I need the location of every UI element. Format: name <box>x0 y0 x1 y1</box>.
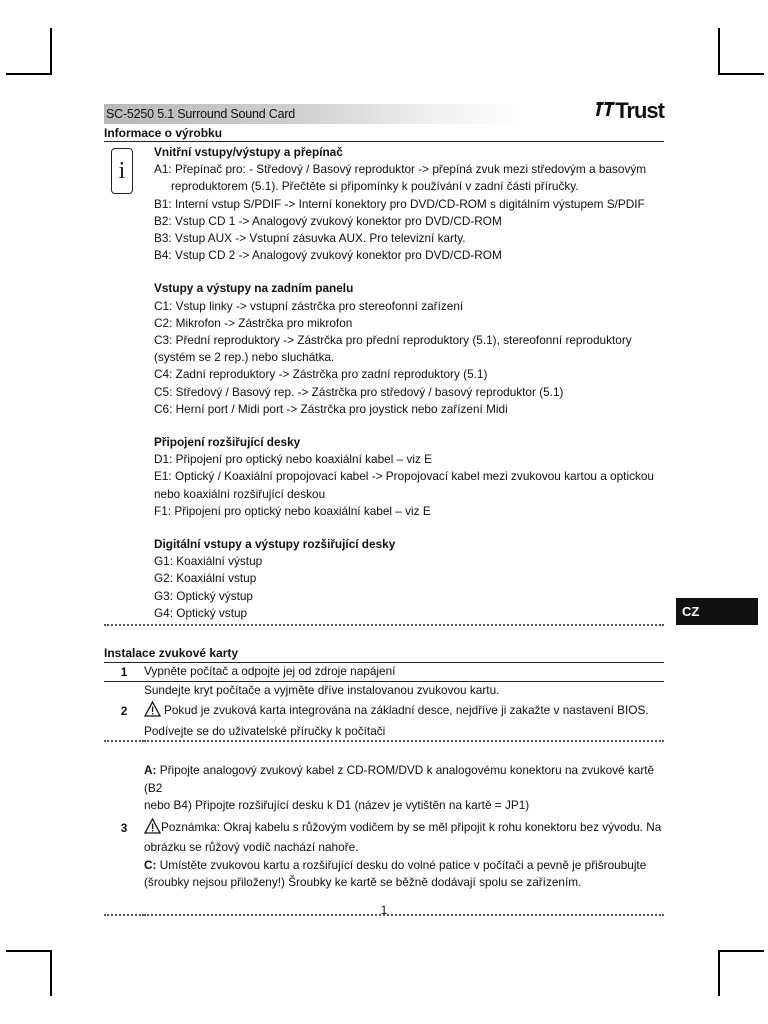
step-line: (šroubky nejsou přiloženy!) Šroubky ke kartě se běžně dodávají spolu se zařízením. <box>144 875 582 890</box>
step-row <box>104 681 664 741</box>
heading-internal: Vnitřní vstupy/výstupy a přepínač <box>154 145 343 159</box>
line: G1: Koaxiální výstup <box>154 554 263 569</box>
step-warning: Pokud je zvuková karta integrována na základní desce, nejdříve ji zakažte v nastavení BIOS. <box>144 701 664 723</box>
crop-mark <box>718 28 720 74</box>
crop-mark <box>6 73 52 75</box>
warning-icon <box>144 818 161 840</box>
crop-mark <box>50 950 52 996</box>
language-tab: CZ <box>676 598 758 625</box>
heading-digital: Digitální vstupy a výstupy rozšiřující desky <box>154 537 396 552</box>
line: C3: Přední reproduktory -> Zástrčka pro přední reproduktory (5.1), stereofonní reproduktory <box>154 333 632 348</box>
manual-page <box>104 98 664 916</box>
section-subheader: Informace o výrobku <box>104 124 664 142</box>
installation-steps <box>104 663 664 916</box>
trust-logo-text: Trust <box>615 98 664 123</box>
step-text <box>144 681 664 741</box>
line: C5: Středový / Basový rep. -> Zástrčka pro středový / basový reproduktor (5.1) <box>154 384 564 399</box>
product-info <box>104 144 664 626</box>
dotted-divider <box>104 624 664 626</box>
line: nebo koaxiální rozšiřující deskou <box>154 486 326 501</box>
step-row <box>104 741 664 915</box>
step-line: C: Umístěte zvukovou kartu a rozšiřující desku do volné patice v počítači a pevně je přišroubujte <box>144 857 647 872</box>
line: B2: Vstup CD 1 -> Analogový zvukový konektor pro DVD/CD-ROM <box>154 213 502 228</box>
crop-mark <box>718 73 764 75</box>
crop-mark <box>6 950 52 952</box>
step-line: nebo B4) Připojte rozšiřující desku k D1 (název je vytištěn na kartě = JP1) <box>144 798 530 813</box>
product-title: SC-5250 5.1 Surround Sound Card <box>106 107 296 121</box>
step-text: Vypněte počítač a odpojte jej od zdroje napájení <box>144 663 664 681</box>
page-number: 1 <box>380 903 388 917</box>
heading-rear: Vstupy a výstupy na zadním panelu <box>154 281 354 296</box>
crop-mark <box>718 950 764 952</box>
trust-logo-mark-icon <box>591 98 617 124</box>
crop-mark <box>718 950 720 996</box>
crop-mark <box>50 28 52 74</box>
line: F1: Připojení pro optický nebo koaxiální kabel – viz E <box>154 503 431 518</box>
line: reproduktorem (5.1). Přečtěte si připomínky k používání v zadní části příručky. <box>171 179 579 194</box>
info-content <box>154 144 664 622</box>
step-number: 3 <box>104 741 144 915</box>
heading-expansion: Připojení rozšiřující desky <box>154 435 301 450</box>
line: G3: Optický výstup <box>154 588 253 603</box>
step-text <box>144 741 664 915</box>
line: G4: Optický vstup <box>154 605 248 620</box>
installation-title: Instalace zvukové karty <box>104 646 664 663</box>
line: (systém se 2 rep.) nebo sluchátka. <box>154 350 335 365</box>
step-line: obrázku se růžový vodič nachází nahoře. <box>144 840 359 855</box>
line: C1: Vstup linky -> vstupní zástrčka pro stereofonní zařízení <box>154 298 464 313</box>
trust-logo <box>594 98 664 124</box>
line: A1: Přepínač pro: - Středový / Basový reproduktor -> přepíná zvuk mezi středovým a basovým <box>154 162 647 177</box>
line: B1: Interní vstup S/PDIF -> Interní konektory pro DVD/CD-ROM s digitálním výstupem S/PDIF <box>154 196 645 211</box>
step-note: Poznámka: Okraj kabelu s růžovým vodičem by se měl připojit k rohu konektoru bez vývodu. Na <box>144 818 664 840</box>
step-row <box>104 663 664 681</box>
line: E1: Optický / Koaxiální propojovací kabel -> Propojovací kabel mezi zvukovou kartou a optickou <box>154 469 654 484</box>
step-number: 2 <box>104 681 144 741</box>
line: C6: Herní port / Midi port -> Zástrčka pro joystick nebo zařízení Midi <box>154 401 508 416</box>
warning-icon <box>144 701 161 723</box>
step-number: 1 <box>104 663 144 681</box>
step-line: Sundejte kryt počítače a vyjměte dříve instalovanou zvukovou kartu. <box>144 682 500 697</box>
line: D1: Připojení pro optický nebo koaxiální kabel – viz E <box>154 452 433 467</box>
line: C4: Zadní reproduktory -> Zástrčka pro zadní reproduktory (5.1) <box>154 367 488 382</box>
header-bar <box>104 98 664 124</box>
line: C2: Mikrofon -> Zástrčka pro mikrofon <box>154 315 353 330</box>
step-line: A: Připojte analogový zvukový kabel z CD-ROM/DVD k analogovému konektoru na zvukové kartě (B2 <box>144 763 655 795</box>
line: G2: Koaxiální vstup <box>154 571 257 586</box>
info-icon: i <box>111 148 133 194</box>
line: B4: Vstup CD 2 -> Analogový zvukový konektor pro DVD/CD-ROM <box>154 248 502 263</box>
line: B3: Vstup AUX -> Vstupní zásuvka AUX. Pro televizní karty. <box>154 231 466 246</box>
step-line: Podívejte se do uživatelské příručky k počítači <box>144 723 386 738</box>
